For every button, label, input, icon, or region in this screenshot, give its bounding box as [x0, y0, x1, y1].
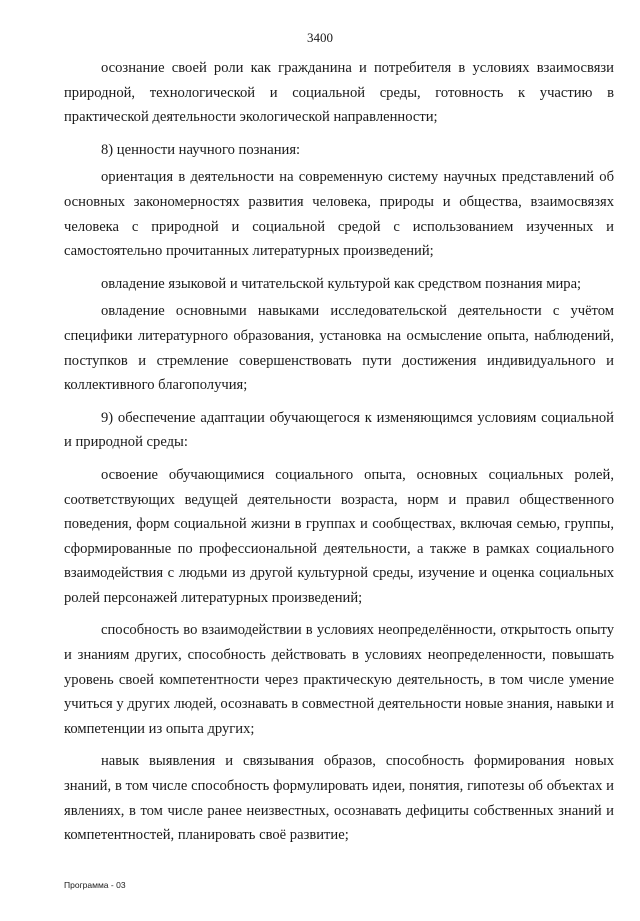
page-number: 3400	[307, 30, 333, 45]
paragraph-image-linking: навык выявления и связывания образов, способность формирования новых знаний, в том числе способность формулировать идеи, понятия, гипотезы об объектах и явлениях, в том числе ранее неизвестных, осознавать дефициты собственных знаний и компетентностей, планировать своё развитие;	[64, 753, 614, 844]
heading-adaptation: 9) обеспечение адаптации обучающегося к изменяющимся условиям социальной и природной среды:	[64, 409, 614, 451]
paragraph-research-skills: овладение основными навыками исследовательской деятельности с учётом специфики литературного образования, установка на осмысление опыта, наблюдений, поступков и стремление совершенствовать пути достижения индивидуального и коллективного благополучия;	[64, 303, 614, 394]
heading-scientific-values: 8) ценности научного познания:	[101, 141, 301, 158]
paragraph-uncertainty: способность во взаимодействии в условиях неопределённости, открытость опыту и знаниям других, способность действовать в условиях неопределенности, повышать уровень своей компетентности через практическую деятельность, в том числе умение учиться у других людей, осознавать в совместной деятельности новые знания, навыки и компетенции из опыта других;	[64, 622, 614, 737]
paragraph-orientation: ориентация в деятельности на современную систему научных представлений об основных закономерностях развития человека, природы и общества, взаимосвязях человека с природной и социальной средой с использованием изученных и самостоятельно прочитанных литературных произведений;	[64, 169, 614, 260]
document-body	[64, 56, 614, 856]
paragraph-language-culture: овладение языковой и читательской культурой как средством познания мира;	[101, 275, 582, 292]
footer-program-label: Программа - 03	[64, 880, 126, 890]
paragraph-social-experience: освоение обучающимися социального опыта, основных социальных ролей, соответствующих ведущей деятельности возраста, норм и правил общественного поведения, форм социальной жизни в группах и сообществах, включая семью, группы, сформированные по профессиональной деятельности, а также в рамках социального взаимодействия с людьми из другой культурной среды, изучение и оценка социальных ролей персонажей литературных произведений;	[64, 466, 614, 606]
paragraph-citizen-role: осознание своей роли как гражданина и потребителя в условиях взаимосвязи природной, технологической и социальной среды, готовность к участию в практической деятельности экологической направленности;	[64, 60, 614, 126]
